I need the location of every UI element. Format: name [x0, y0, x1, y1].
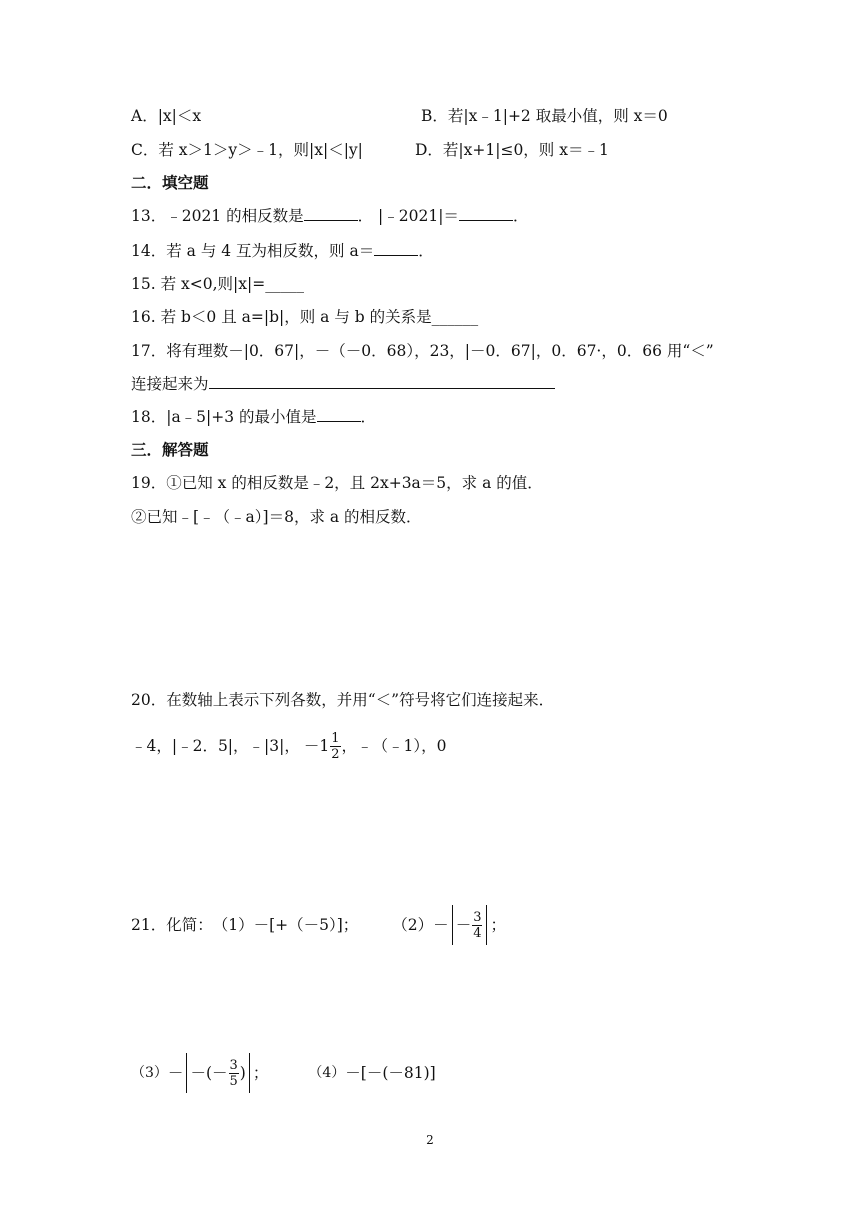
question-21-row-2	[131, 1050, 436, 1096]
question-17-line-1: 17．将有理数－|0．67|，－（－0．68），23，|－0．67|，0．67·，0．66 用“＜”	[131, 342, 714, 360]
option-a: A．|x|＜x	[131, 107, 202, 125]
q18-text-2: ．	[360, 408, 377, 426]
q20-fraction	[330, 731, 340, 762]
q18-text-1: 18．|a﹣5|+3 的最小值是	[131, 408, 317, 426]
q21-part-2-denominator: 4	[473, 925, 482, 941]
question-20-numbers	[131, 726, 446, 766]
q20-fraction-denominator: 2	[331, 746, 340, 762]
question-15: 15. 若 x<0,则|x|=_____	[131, 275, 304, 293]
abs-bar-left	[452, 905, 453, 945]
q17-text: 连接起来为	[131, 375, 209, 393]
section-fill-in-heading: 二．填空题	[131, 173, 209, 192]
q14-text-2: ．	[418, 242, 434, 260]
question-20-line-1: 20．在数轴上表示下列各数，并用“＜”符号将它们连接起来．	[131, 691, 555, 709]
q13-blank-2	[459, 206, 513, 221]
question-16: 16. 若 b＜0 且 a=|b|，则 a 与 b 的关系是______	[131, 308, 479, 326]
q13-text-2: ． |﹣2021|＝	[357, 207, 459, 225]
q21-part-4-expr: －[－(－81)]	[345, 1064, 436, 1082]
q21-part-2-inner-sign: －	[455, 916, 472, 934]
q21-part-3-close: )	[239, 1064, 246, 1082]
abs-bar-right	[249, 1053, 250, 1093]
q21-part-3-numerator: 3	[229, 1057, 238, 1073]
q21-part-1: （1）－[+（－5）]；	[212, 916, 359, 934]
q21-part-2-end: ；	[490, 916, 506, 934]
q21-part-3-denominator: 5	[229, 1073, 238, 1089]
question-21-row-1	[131, 902, 506, 948]
q20-items-before: ﹣4，|﹣2．5|，﹣|3|，	[131, 737, 300, 755]
q20-mixed-sign: －1	[303, 737, 330, 755]
option-b: B．若|x﹣1|+2 取最小值，则 x＝0	[421, 107, 668, 125]
q20-items-after: ，﹣（﹣1），0	[341, 737, 447, 755]
q21-part-3-end: ；	[252, 1064, 269, 1082]
q21-part-2-label: （2）	[392, 916, 434, 934]
page-number: 2	[426, 1133, 434, 1147]
option-c: C．若 x＞1＞y＞﹣1，则|x|＜|y|	[131, 141, 363, 159]
q21-part-2-fraction	[472, 910, 482, 941]
q21-label: 21．化简：	[131, 916, 213, 934]
option-d: D．若|x+1|≤0，则 x＝﹣1	[415, 141, 609, 159]
q21-part-2-sign: －	[433, 916, 449, 934]
q13-text-1: 13．﹣2021 的相反数是	[131, 207, 304, 225]
q21-part-3-label: （3）	[131, 1065, 168, 1081]
q13-blank-1	[304, 206, 358, 221]
q21-part-4-label: （4）	[308, 1065, 346, 1081]
question-14	[131, 241, 434, 261]
q21-part-3-inner: －(－	[190, 1064, 228, 1082]
q13-text-3: ．	[512, 207, 529, 225]
q21-part-3-fraction	[229, 1058, 239, 1089]
question-13	[131, 206, 528, 226]
q14-blank	[374, 241, 418, 256]
q20-fraction-numerator: 1	[331, 730, 340, 746]
question-19-line-1: 19．①已知 x 的相反数是﹣2，且 2x+3a＝5，求 a 的值．	[131, 474, 543, 492]
abs-bar-right	[486, 905, 487, 945]
q17-blank	[209, 374, 555, 389]
abs-bar-left	[186, 1053, 187, 1093]
section-solve-heading: 三．解答题	[131, 440, 209, 459]
question-19-line-2: ②已知﹣[﹣（﹣a）]＝8，求 a 的相反数．	[131, 508, 422, 526]
question-17-line-2	[131, 374, 555, 394]
q18-blank	[317, 407, 361, 422]
q21-part-2-numerator: 3	[473, 909, 482, 925]
question-18	[131, 407, 376, 427]
q14-text-1: 14．若 a 与 4 互为相反数，则 a＝	[131, 242, 375, 260]
q21-part-3-sign: －	[167, 1064, 184, 1082]
